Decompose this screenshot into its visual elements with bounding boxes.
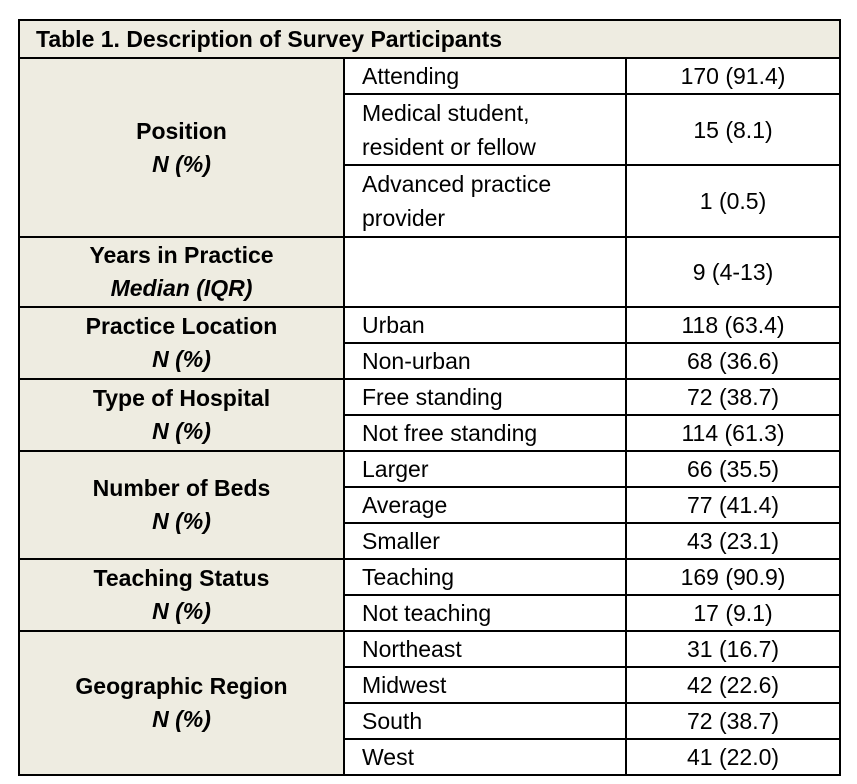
category-label: Geographic Region [75, 673, 288, 699]
subcategory-cell: Not teaching [344, 595, 626, 631]
subcategory-cell [344, 165, 626, 237]
subcategory-label-line1: Advanced practice [362, 171, 552, 197]
value-cell: 43 (23.1) [626, 523, 840, 559]
category-unit: N (%) [152, 150, 211, 177]
subcategory-label-line2: provider [362, 205, 446, 231]
value-cell: 15 (8.1) [626, 94, 840, 165]
value-cell: 170 (91.4) [626, 58, 840, 94]
category-unit: N (%) [152, 508, 211, 534]
survey-participants-table [18, 19, 841, 776]
subcategory-cell: Free standing [344, 379, 626, 415]
category-teaching-status [19, 559, 344, 631]
subcategory-label: Attending [362, 63, 460, 89]
category-unit: N (%) [152, 346, 211, 372]
value-cell: 114 (61.3) [626, 415, 840, 451]
category-label: Teaching Status [93, 565, 270, 591]
subcategory-cell: Northeast [344, 631, 626, 667]
subcategory-cell [344, 58, 626, 94]
value-cell: 9 (4-13) [626, 237, 840, 307]
value-cell: 31 (16.7) [626, 631, 840, 667]
value-cell: 169 (90.9) [626, 559, 840, 595]
subcategory-cell: West [344, 739, 626, 775]
category-practice-location [19, 307, 344, 379]
category-unit: N (%) [152, 598, 211, 624]
table-row [19, 237, 840, 307]
category-unit: Median (IQR) [110, 275, 253, 301]
category-number-of-beds [19, 451, 344, 559]
subcategory-cell: Average [344, 487, 626, 523]
category-geographic-region [19, 631, 344, 775]
value-cell: 42 (22.6) [626, 667, 840, 703]
category-years-in-practice [19, 237, 344, 307]
value-cell: 72 (38.7) [626, 379, 840, 415]
category-label: Years in Practice [89, 242, 274, 268]
value-cell: 1 (0.5) [626, 165, 840, 237]
category-position [19, 58, 344, 237]
table-row [19, 379, 840, 415]
subcategory-cell: South [344, 703, 626, 739]
value-cell: 118 (63.4) [626, 307, 840, 343]
table-row [19, 451, 840, 487]
value-cell: 66 (35.5) [626, 451, 840, 487]
category-type-of-hospital [19, 379, 344, 451]
table-row [19, 559, 840, 595]
value-cell: 68 (36.6) [626, 343, 840, 379]
subcategory-cell [344, 237, 626, 307]
table-row [19, 307, 840, 343]
subcategory-cell: Urban [344, 307, 626, 343]
subcategory-cell: Smaller [344, 523, 626, 559]
table-title: Table 1. Description of Survey Participants [19, 20, 840, 58]
value-cell: 41 (22.0) [626, 739, 840, 775]
category-label: Practice Location [85, 313, 278, 339]
subcategory-cell: Not free standing [344, 415, 626, 451]
subcategory-cell: Larger [344, 451, 626, 487]
table-row [19, 58, 840, 94]
category-label: Number of Beds [92, 475, 271, 501]
category-label: Position [136, 117, 227, 144]
category-unit: N (%) [152, 706, 211, 732]
subcategory-cell [344, 94, 626, 165]
value-cell: 72 (38.7) [626, 703, 840, 739]
value-cell: 17 (9.1) [626, 595, 840, 631]
subcategory-label-line2: resident or fellow [362, 133, 536, 160]
category-label: Type of Hospital [92, 385, 271, 411]
subcategory-cell: Non-urban [344, 343, 626, 379]
table-title-row [19, 20, 840, 58]
table-row [19, 631, 840, 667]
subcategory-cell: Midwest [344, 667, 626, 703]
subcategory-cell: Teaching [344, 559, 626, 595]
category-unit: N (%) [152, 418, 211, 444]
subcategory-label-line1: Medical student, [362, 99, 530, 126]
value-cell: 77 (41.4) [626, 487, 840, 523]
